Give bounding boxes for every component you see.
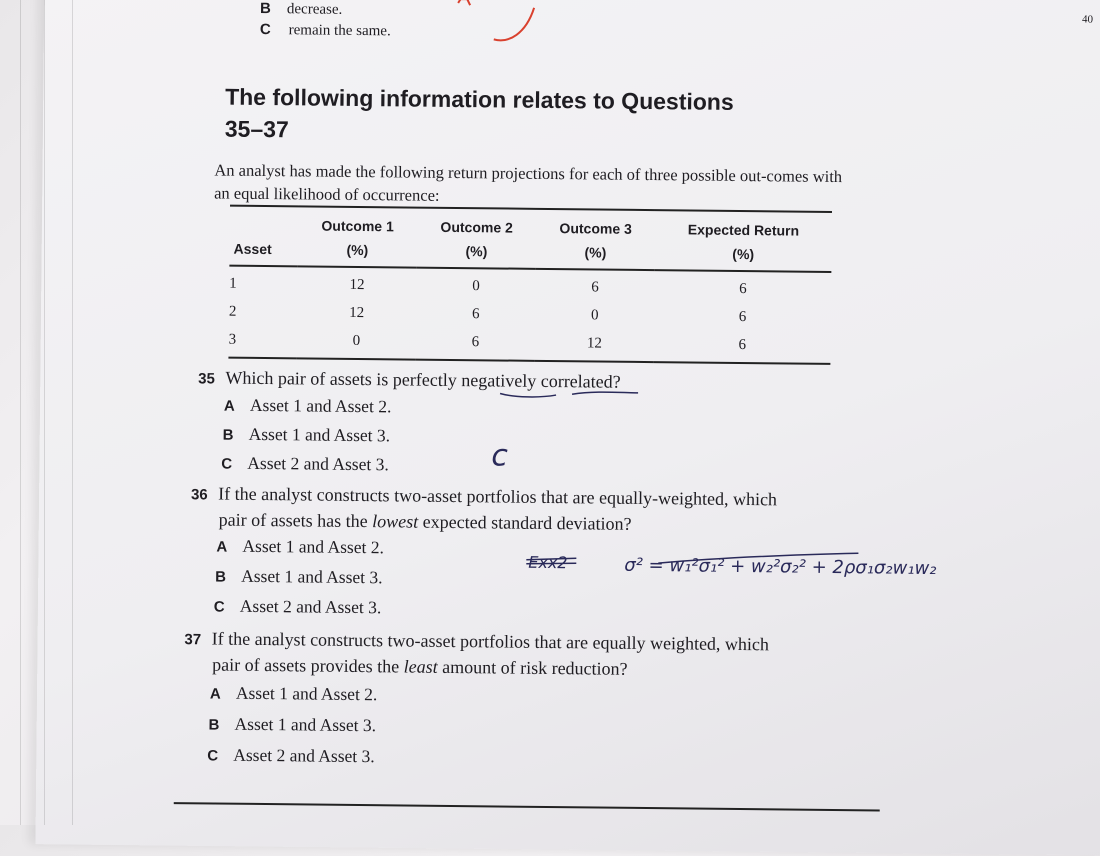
column-header: (%) — [298, 237, 417, 267]
corner-page-mark: 40 — [1081, 13, 1094, 26]
option-text: Asset 1 and Asset 2. — [249, 394, 392, 417]
table-cell: 12 — [349, 304, 365, 321]
heading-line-1: The following information relates to Questions — [225, 83, 734, 115]
question-text: pair of assets provides the — [212, 654, 404, 677]
option-text: Asset 1 and Asset 2. — [235, 682, 378, 705]
option-letter: C — [213, 598, 225, 616]
table-cell: 0 — [590, 306, 599, 324]
table-cell: 12 — [535, 329, 654, 362]
option-text: Asset 1 and Asset 3. — [234, 713, 377, 736]
question-text: amount of risk reduction? — [437, 656, 628, 679]
question-number: 36 — [190, 486, 208, 504]
option-text: Asset 2 and Asset 3. — [247, 452, 389, 475]
table-cell: 0 — [472, 277, 480, 294]
table-cell: 6 — [591, 278, 599, 296]
option-text: Asset 1 and Asset 3. — [241, 565, 383, 588]
column-header: Outcome 3 — [536, 209, 655, 241]
column-header: (%) — [536, 240, 655, 270]
question-emphasis: least — [403, 656, 438, 677]
red-pen-mark — [458, 0, 470, 5]
option-letter: C — [207, 747, 219, 765]
underline-stroke — [572, 392, 638, 395]
table-cell: 6 — [654, 330, 831, 364]
question-number: 35 — [198, 370, 215, 388]
column-header: Expected Return — [655, 210, 832, 243]
question-text: expected standard deviation? — [418, 511, 632, 534]
option-text: Asset 2 and Asset 3. — [233, 744, 375, 767]
option-text: Asset 1 and Asset 2. — [242, 535, 385, 558]
column-header: Outcome 2 — [417, 208, 536, 240]
question-emphasis: lowest — [372, 511, 419, 532]
option-letter: C — [221, 455, 233, 473]
question-text: Which pair of assets is perfectly negatively correlated? — [225, 367, 621, 392]
question-text: If the analyst constructs two-asset portfolios that are equally-weighted, which — [218, 483, 778, 510]
table-cell: 6 — [416, 328, 535, 361]
table-cell: 12 — [349, 276, 365, 293]
option-letter: A — [216, 538, 228, 556]
column-header: Outcome 1 — [298, 206, 417, 238]
question-number: 37 — [184, 631, 202, 649]
question-text: pair of assets has the — [218, 509, 373, 532]
handwritten-answer: c — [491, 438, 509, 474]
table-cell: 2 — [228, 303, 237, 320]
table-cell: 6 — [738, 308, 747, 325]
red-check-mark — [494, 7, 534, 40]
option-letter: B — [222, 426, 234, 444]
intro-paragraph: An analyst has made the following return projections for each of three possible out-comes with an equal likelihood of occurrence: — [214, 160, 843, 205]
underline-stroke — [500, 393, 556, 397]
table-cell: 6 — [471, 305, 480, 322]
table-cell: 3 — [228, 326, 297, 359]
crossed-out-note: Exx2 — [528, 552, 568, 573]
option-letter: A — [223, 397, 235, 415]
option-letter: B — [215, 568, 227, 586]
option-text: Asset 1 and Asset 3. — [248, 423, 391, 446]
option-text: Asset 2 and Asset 3. — [239, 595, 382, 618]
question-text: If the analyst constructs two-asset portfolios that are equally weighted, which — [211, 628, 770, 655]
column-header: (%) — [417, 239, 536, 269]
table-cell: 0 — [297, 326, 416, 359]
column-header: (%) — [655, 241, 832, 272]
option-letter: B — [208, 716, 220, 734]
option-text: remain the same. — [288, 22, 391, 40]
option-letter: B — [259, 0, 272, 18]
table-cell: 1 — [229, 275, 237, 292]
handwritten-formula: σ² = w₁²σ₁² + w₂²σ₂² + 2ρσ₁σ₂w₁w₂ — [624, 554, 937, 580]
column-header: Asset — [229, 237, 298, 267]
option-letter: A — [209, 685, 221, 703]
heading-line-2: 35–37 — [224, 115, 289, 143]
option-text: decrease. — [286, 1, 343, 18]
table-cell: 6 — [739, 280, 747, 297]
option-letter: C — [259, 20, 271, 39]
